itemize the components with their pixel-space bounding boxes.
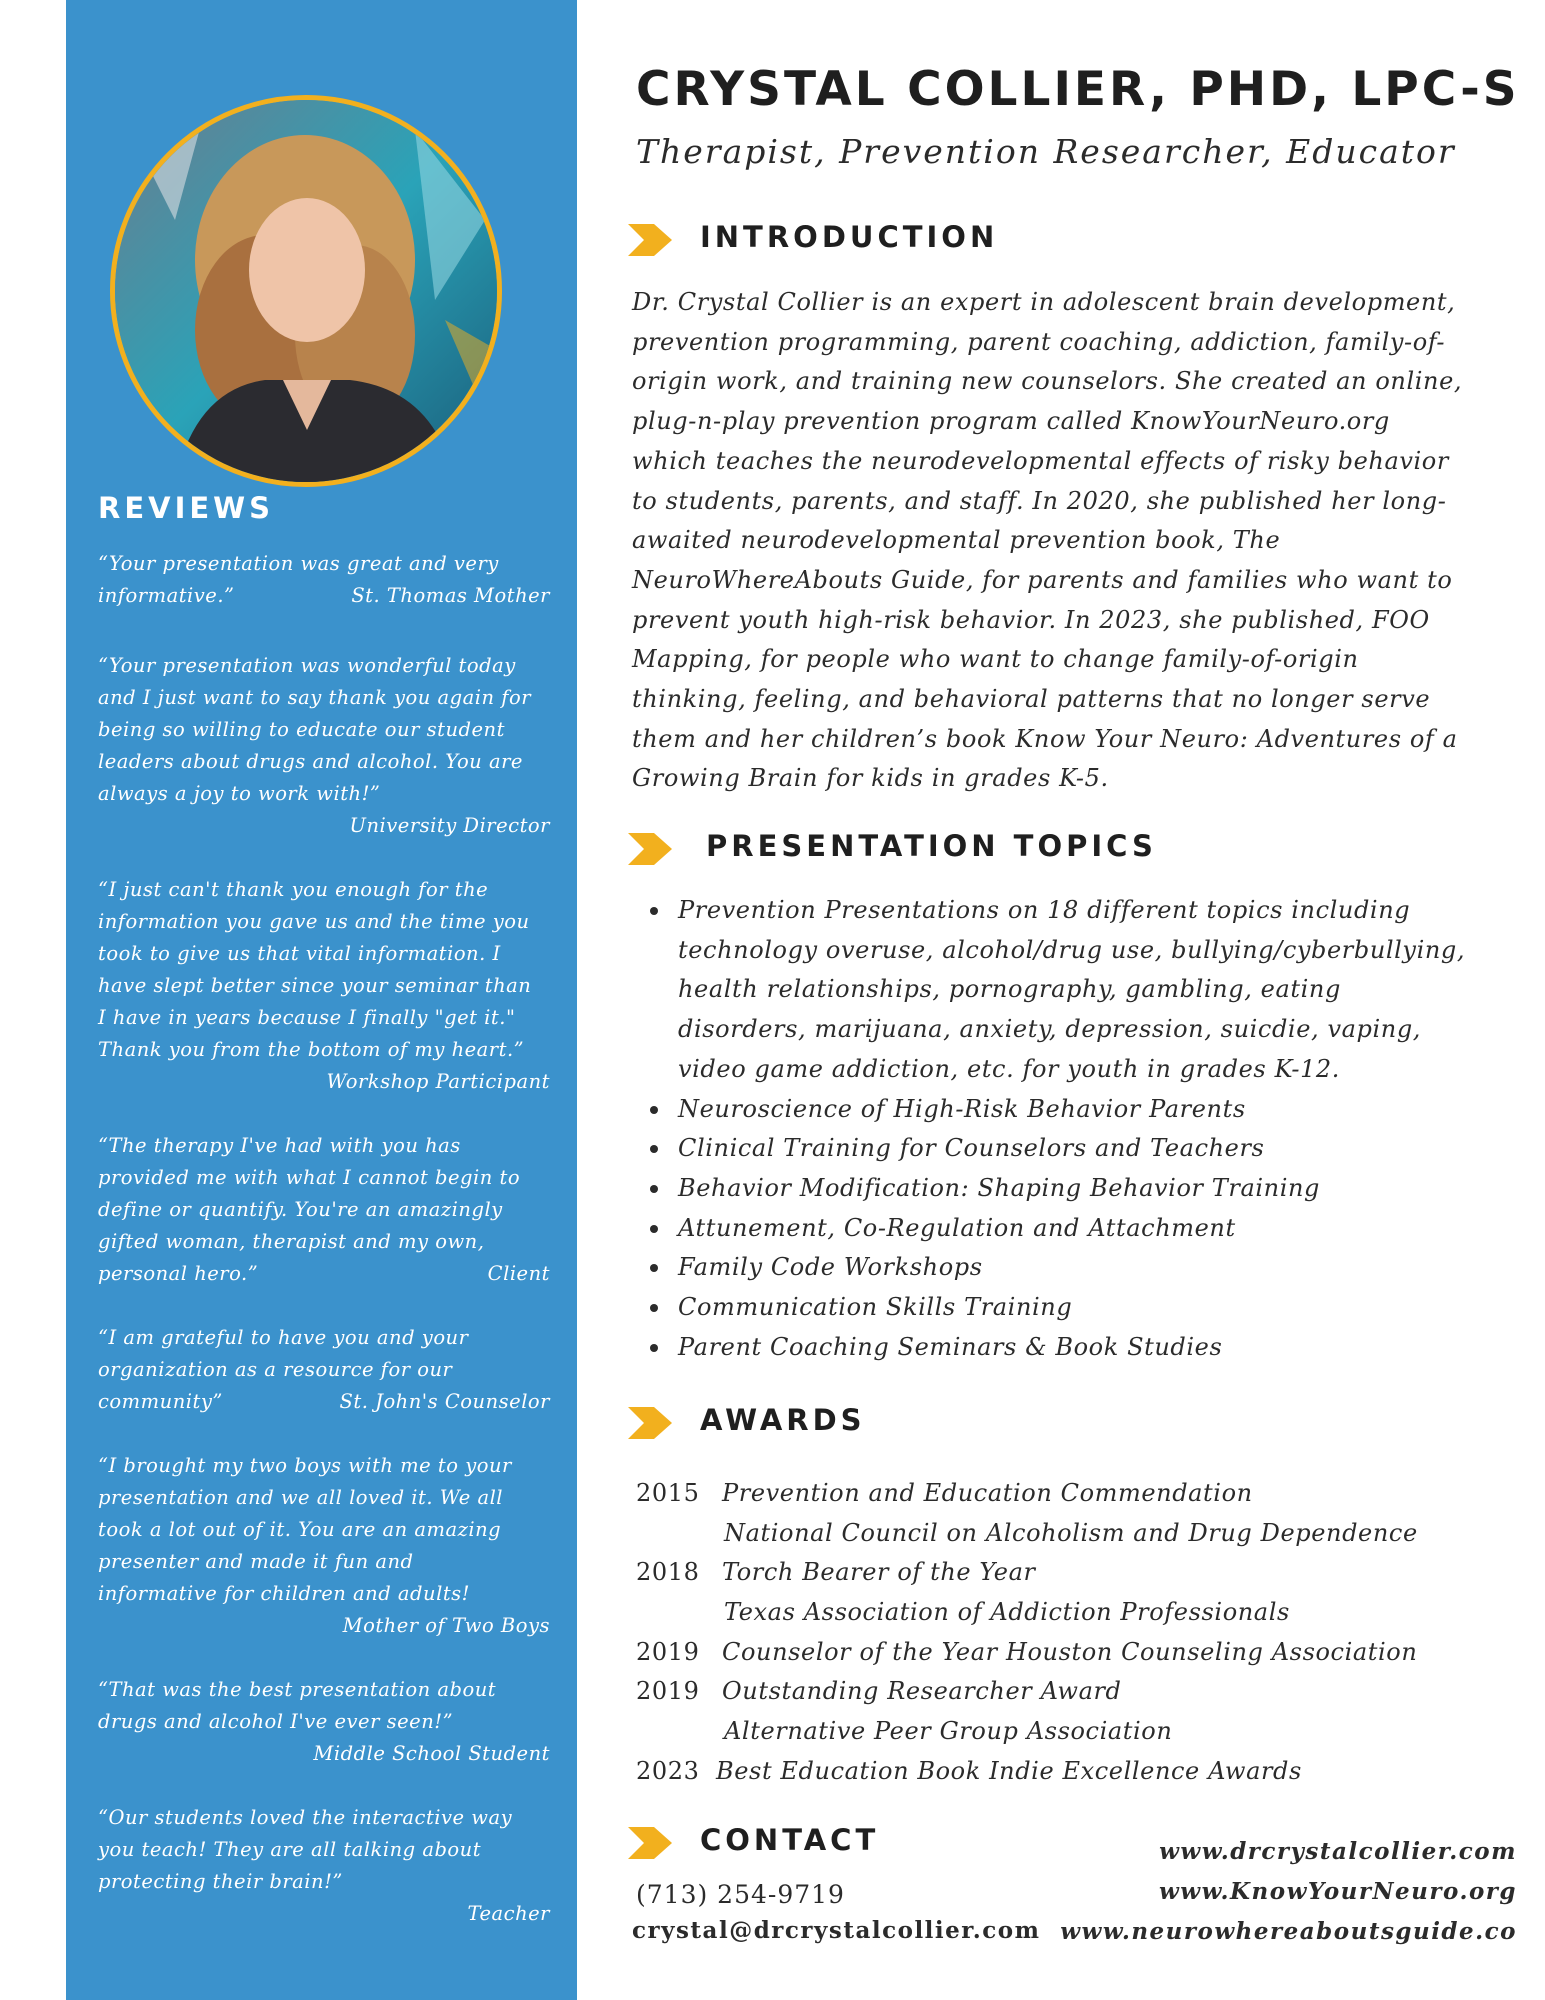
introduction-line: NeuroWhereAbouts Guide, for parents and families who want to: [632, 565, 1453, 594]
review-item: [98, 1130, 550, 1290]
introduction-line: Mapping, for people who want to change family-of-origin: [632, 645, 1359, 674]
review-source: Mother of Two Boys: [342, 1614, 550, 1637]
review-source: Client: [487, 1262, 550, 1285]
award-text: Best Education Book Indie Excellence Awards: [716, 1756, 1302, 1785]
review-quote-line: always a joy to work with!”: [98, 782, 381, 805]
profile-photo: [110, 95, 502, 487]
review-quote-line: took to give us that vital information. I: [98, 942, 501, 965]
award-text: Texas Association of Addiction Professionals: [724, 1598, 1290, 1627]
website-link[interactable]: www.KnowYourNeuro.org: [1158, 1878, 1517, 1905]
website-link[interactable]: www.neurowhereaboutsguide.co: [1060, 1918, 1517, 1945]
award-row: [636, 1474, 1516, 1514]
introduction-line: prevention programming, parent coaching, addiction, family-of-: [632, 327, 1446, 356]
topic-line: Family Code Workshops: [678, 1253, 983, 1282]
list-item: [632, 1328, 1512, 1368]
introduction-line: thinking, feeling, and behavioral patterns that no longer serve: [632, 685, 1431, 714]
chevron-right-icon: [628, 1403, 672, 1443]
review-quote-line: presentation and we all loved it. We all: [98, 1486, 504, 1509]
review-item: [98, 548, 550, 612]
topic-line: Communication Skills Training: [678, 1293, 1073, 1322]
award-text: Alternative Peer Group Association: [724, 1717, 1173, 1746]
awards-list: [636, 1474, 1516, 1792]
review-item: [98, 650, 550, 842]
review-quote-line: have slept better since your seminar than: [98, 974, 532, 997]
review-quote-line: I have in years because I finally "get it.": [98, 1006, 516, 1029]
list-item: [632, 1209, 1512, 1249]
review-quote-line: informative for children and adults!: [98, 1582, 470, 1605]
award-text: Counselor of the Year Houston Counseling Association: [722, 1637, 1418, 1666]
review-quote-line: leaders about drugs and alcohol. You are: [98, 750, 523, 773]
review-quote-line: “Your presentation was wonderful today: [98, 654, 516, 677]
topic-line: health relationships, pornography, gambling, eating: [678, 975, 1341, 1004]
list-item: [632, 891, 1512, 1090]
review-source: Teacher: [467, 1902, 550, 1925]
section-title: AWARDS: [700, 1403, 866, 1437]
review-source: Workshop Participant: [326, 1070, 550, 1093]
review-quote-line: information you gave us and the time you: [98, 910, 530, 933]
review-item: [98, 1674, 550, 1770]
review-quote-line: personal hero.”: [98, 1262, 259, 1285]
introduction-line: to students, parents, and staff. In 2020, she published her long-: [632, 486, 1447, 515]
review-quote-line: and I just want to say thank you again for: [98, 686, 532, 709]
review-quote-line: “Our students loved the interactive way: [98, 1806, 513, 1829]
introduction-line: awaited neurodevelopmental prevention book, The: [632, 526, 1281, 555]
topic-line: Parent Coaching Seminars & Book Studies: [678, 1332, 1223, 1361]
list-item: [632, 1129, 1512, 1169]
award-text: National Council on Alcoholism and Drug Dependence: [724, 1518, 1418, 1547]
review-quote-line: “I am grateful to have you and your: [98, 1326, 469, 1349]
phone-number[interactable]: (713) 254-9719: [636, 1880, 845, 1909]
introduction-line: them and her children’s book Know Your Neuro: Adventures of a: [632, 724, 1458, 753]
reviews-heading: REVIEWS: [98, 491, 275, 525]
topic-line: Prevention Presentations on 18 different topics including: [678, 896, 1411, 924]
award-year: 2023: [636, 1756, 700, 1785]
review-item: [98, 874, 550, 1098]
section-title: PRESENTATION TOPICS: [706, 829, 1157, 863]
topic-line: disorders, marijuana, anxiety, depression, suicdie, vaping,: [678, 1015, 1422, 1044]
list-item: [632, 1090, 1512, 1130]
award-year: 2018: [636, 1558, 700, 1587]
award-row: [636, 1672, 1516, 1712]
list-item: [632, 1248, 1512, 1288]
award-row: [636, 1514, 1516, 1554]
award-year: 2019: [636, 1677, 700, 1706]
review-quote-line: drugs and alcohol I've ever seen!”: [98, 1710, 454, 1733]
review-quote-line: Thank you from the bottom of my heart.”: [98, 1038, 525, 1061]
review-quote-line: “I brought my two boys with me to your: [98, 1454, 512, 1477]
award-row: [636, 1553, 1516, 1593]
review-quote-line: took a lot out of it. You are an amazing: [98, 1518, 502, 1541]
introduction-text: [632, 283, 1512, 799]
review-source: St. Thomas Mother: [351, 584, 550, 607]
chevron-right-icon: [628, 1823, 672, 1863]
award-row: [636, 1593, 1516, 1633]
topic-line: Attunement, Co-Regulation and Attachment: [678, 1213, 1236, 1242]
list-item: [632, 1288, 1512, 1328]
review-quote-line: provided me with what I cannot begin to: [98, 1166, 521, 1189]
review-quote-line: “I just can't thank you enough for the: [98, 878, 489, 901]
review-quote-line: protecting their brain!”: [98, 1870, 343, 1893]
chevron-right-icon: [628, 829, 672, 869]
award-row: [636, 1633, 1516, 1673]
award-year: 2019: [636, 1637, 700, 1666]
award-text: Outstanding Researcher Award: [722, 1677, 1122, 1706]
introduction-line: plug-n-play prevention program called KnowYourNeuro.org: [632, 407, 1390, 436]
review-item: [98, 1450, 550, 1642]
topic-line: technology overuse, alcohol/drug use, bullying/cyberbullying,: [678, 935, 1466, 964]
section-title: INTRODUCTION: [700, 220, 999, 254]
introduction-line: prevent youth high-risk behavior. In 2023, she published, FOO: [632, 605, 1430, 634]
topic-line: Neuroscience of High-Risk Behavior Parents: [678, 1094, 1246, 1123]
topic-line: Behavior Modification: Shaping Behavior Training: [678, 1173, 1321, 1202]
review-item: [98, 1802, 550, 1930]
review-quote-line: “That was the best presentation about: [98, 1678, 497, 1701]
introduction-line: Growing Brain for kids in grades K-5.: [632, 764, 1109, 793]
portrait-image: [115, 100, 497, 482]
page-title: CRYSTAL COLLIER, PHD, LPC-S: [636, 62, 1520, 117]
list-item: [632, 1169, 1512, 1209]
award-text: Prevention and Education Commendation: [722, 1479, 1253, 1507]
website-link[interactable]: www.drcrystalcollier.com: [1159, 1838, 1517, 1865]
review-source: University Director: [349, 814, 550, 837]
award-row: [636, 1752, 1516, 1792]
chevron-right-icon: [628, 220, 672, 260]
review-source: Middle School Student: [313, 1742, 550, 1765]
review-quote-line: presenter and made it fun and: [98, 1550, 414, 1573]
review-quote-line: being so willing to educate our student: [98, 718, 505, 741]
introduction-line: which teaches the neurodevelopmental effects of risky behavior: [632, 446, 1449, 475]
topic-line: Clinical Training for Counselors and Teachers: [678, 1134, 1265, 1163]
award-year: 2015: [636, 1479, 700, 1507]
review-quote-line: gifted woman, therapist and my own,: [98, 1230, 485, 1253]
topic-line: video game addiction, etc. for youth in grades K-12.: [678, 1054, 1341, 1083]
review-quote-line: organization as a resource for our: [98, 1358, 453, 1381]
review-quote-line: you teach! They are all talking about: [98, 1838, 482, 1861]
review-source: St. John's Counselor: [339, 1390, 550, 1413]
review-quote-line: community”: [98, 1390, 223, 1413]
review-quote-line: informative.”: [98, 584, 235, 607]
introduction-line: origin work, and training new counselors. She created an online,: [632, 367, 1463, 396]
review-item: [98, 1322, 550, 1418]
award-row: [636, 1712, 1516, 1752]
review-quote-line: “The therapy I've had with you has: [98, 1134, 461, 1157]
award-text: Torch Bearer of the Year: [722, 1558, 1036, 1587]
topics-list: [632, 891, 1512, 1367]
review-quote-line: “Your presentation was great and very: [98, 552, 499, 575]
review-quote-line: define or quantify. You're an amazingly: [98, 1198, 503, 1221]
introduction-line: Dr. Crystal Collier is an expert in adolescent brain development,: [632, 288, 1456, 316]
subtitle: Therapist, Prevention Researcher, Educator: [636, 132, 1456, 171]
email-link[interactable]: crystal@drcrystalcollier.com: [632, 1917, 1041, 1944]
section-title: CONTACT: [700, 1823, 880, 1857]
